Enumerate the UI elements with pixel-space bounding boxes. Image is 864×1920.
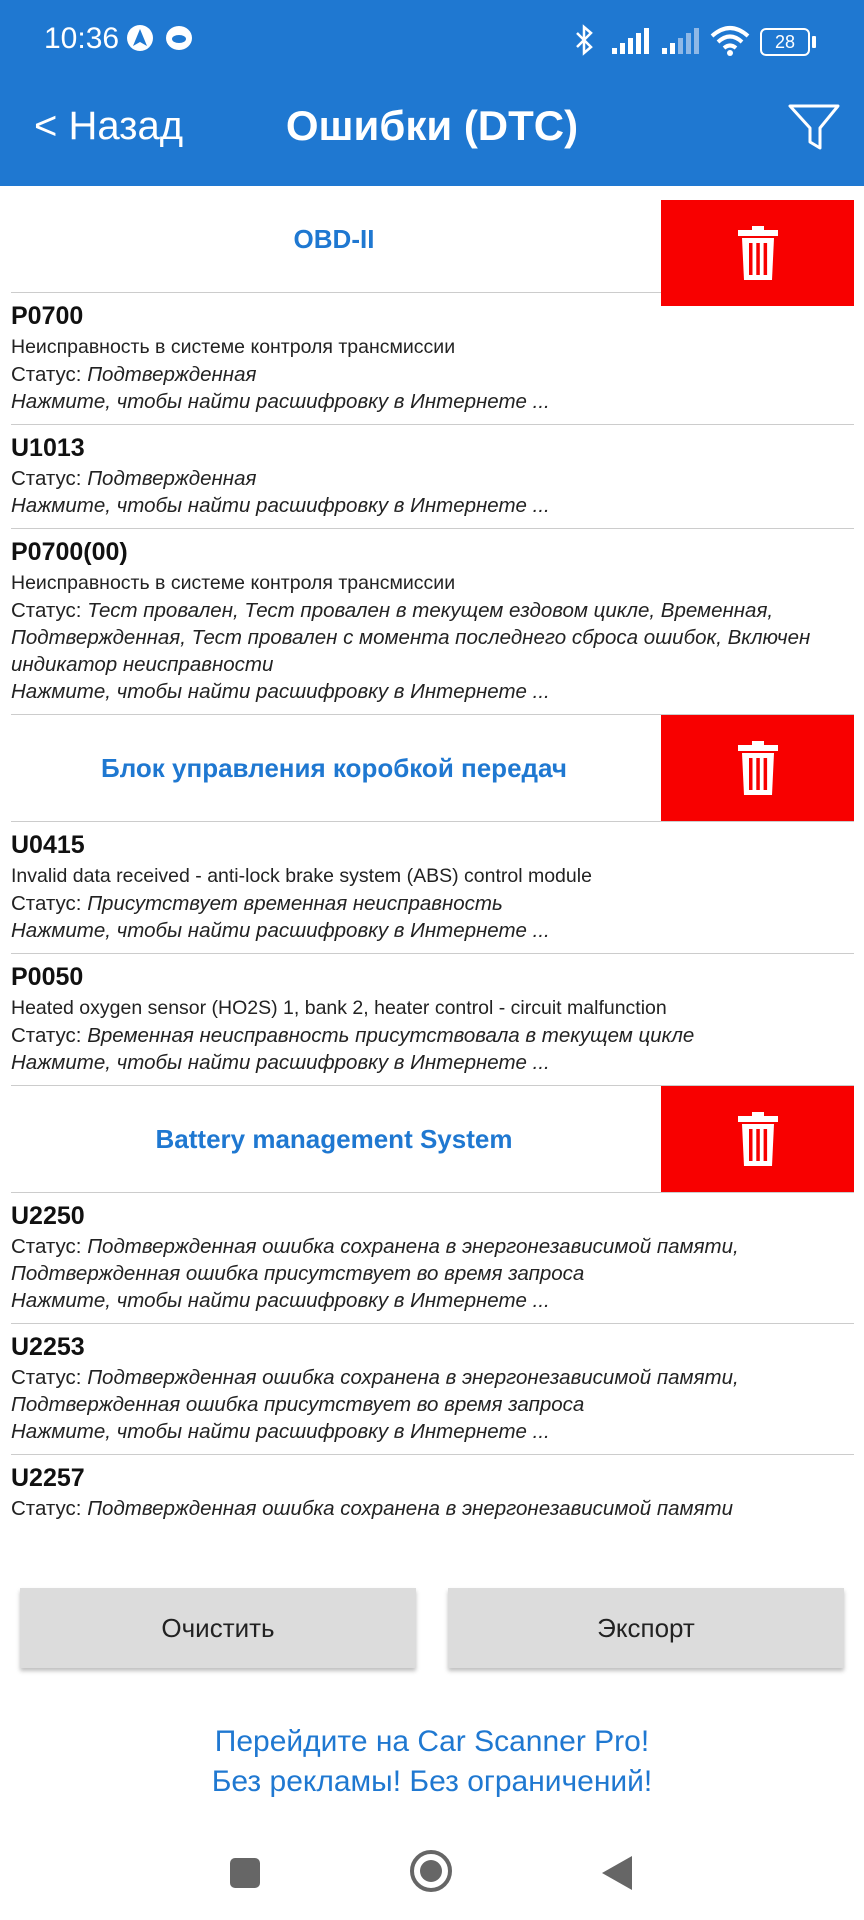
- dtc-entry[interactable]: [11, 1192, 854, 1323]
- status-value: Подтвержденная: [87, 363, 257, 386]
- status-label: Статус:: [11, 467, 82, 490]
- export-button[interactable]: Экспорт: [448, 1588, 844, 1668]
- group-title: OBD-II: [293, 224, 375, 254]
- dtc-status: [11, 597, 854, 678]
- dtc-code: U0415: [11, 831, 85, 859]
- status-value: Подтвержденная ошибка сохранена в энергонезависимой памяти: [87, 1497, 734, 1520]
- filter-icon[interactable]: [784, 96, 844, 156]
- search-online-link[interactable]: Нажмите, чтобы найти расшифровку в Интернете ...: [11, 494, 550, 517]
- dtc-entry[interactable]: [11, 821, 854, 953]
- status-bar: [0, 0, 864, 82]
- search-online-link[interactable]: Нажмите, чтобы найти расшифровку в Интернете ...: [11, 919, 550, 942]
- group-header-obd2: [0, 186, 864, 292]
- page-title: Ошибки (DTC): [285, 102, 579, 149]
- promo-line-2: Без рекламы! Без ограничений!: [211, 1765, 653, 1798]
- battery-tip: [812, 36, 816, 48]
- dtc-code: P0050: [11, 963, 84, 991]
- dtc-description: Неисправность в системе контроля трансмиссии: [11, 572, 456, 594]
- dtc-code: U2250: [11, 1202, 85, 1230]
- dtc-status: [11, 1233, 854, 1287]
- search-online-link[interactable]: Нажмите, чтобы найти расшифровку в Интернете ...: [11, 390, 550, 413]
- status-value: Подтвержденная ошибка сохранена в энергонезависимой памяти, Подтвержденная ошибка присутствует во время запроса: [11, 1235, 739, 1285]
- dtc-description: Heated oxygen sensor (HO2S) 1, bank 2, heater control - circuit malfunction: [11, 997, 667, 1019]
- battery-icon: [760, 28, 810, 56]
- signal-icon: [612, 28, 652, 54]
- app-bar: [0, 82, 864, 186]
- dtc-code: P0700(00): [11, 538, 128, 566]
- status-label: Статус:: [11, 1024, 82, 1047]
- dtc-code: U2253: [11, 1333, 85, 1361]
- trash-icon: [736, 740, 780, 796]
- status-value: Временная неисправность присутствовала в текущем цикле: [87, 1024, 695, 1047]
- status-value: Присутствует временная неисправность: [87, 892, 503, 915]
- status-value: Подтвержденная: [87, 467, 257, 490]
- messenger-app-icon: [164, 24, 194, 52]
- signal-2-icon: [662, 28, 702, 54]
- search-online-link[interactable]: Нажмите, чтобы найти расшифровку в Интернете ...: [11, 1289, 550, 1312]
- dtc-status: [11, 1022, 854, 1049]
- dtc-code: U1013: [11, 434, 85, 462]
- back-nav-icon[interactable]: [600, 1854, 634, 1892]
- battery-level: 28: [774, 32, 796, 52]
- navigation-app-icon: [126, 24, 154, 52]
- group-title: Battery management System: [155, 1124, 513, 1154]
- search-online-link[interactable]: Нажмите, чтобы найти расшифровку в Интернете ...: [11, 1051, 550, 1074]
- delete-group-button[interactable]: [661, 1086, 854, 1192]
- delete-group-button[interactable]: [661, 715, 854, 821]
- dtc-status: [11, 1364, 854, 1418]
- dtc-code: P0700: [11, 302, 84, 330]
- dtc-code: U2257: [11, 1464, 85, 1492]
- dtc-description: Invalid data received - anti-lock brake system (ABS) control module: [11, 865, 592, 887]
- dtc-entry[interactable]: [11, 424, 854, 528]
- dtc-entry[interactable]: [11, 1454, 854, 1530]
- wifi-icon: [710, 24, 750, 56]
- promo-banner[interactable]: [0, 1722, 864, 1802]
- recents-icon[interactable]: [228, 1856, 262, 1890]
- clear-button[interactable]: Очистить: [20, 1588, 416, 1668]
- group-header-battery: [0, 1086, 864, 1192]
- group-header-transmission: [0, 715, 864, 821]
- status-time: 10:36: [44, 22, 120, 55]
- promo-line-1: Перейдите на Car Scanner Pro!: [214, 1725, 650, 1758]
- status-value: Тест провален, Тест провален в текущем ездовом цикле, Временная, Подтвержденная, Тест провален с момента последнего сброса ошибок, Включен индикатор неисправности: [11, 599, 811, 676]
- dtc-entry[interactable]: [11, 1323, 854, 1454]
- system-nav-bar: [0, 1840, 864, 1920]
- dtc-list[interactable]: [0, 186, 864, 1546]
- status-label: Статус:: [11, 599, 82, 622]
- status-value: Подтвержденная ошибка сохранена в энергонезависимой памяти, Подтвержденная ошибка присутствует во время запроса: [11, 1366, 739, 1416]
- status-label: Статус:: [11, 1366, 82, 1389]
- dtc-status: [11, 361, 854, 388]
- trash-icon: [736, 1111, 780, 1167]
- trash-icon: [736, 225, 780, 281]
- dtc-status: [11, 890, 854, 917]
- dtc-entry[interactable]: [11, 528, 854, 714]
- bluetooth-icon: [574, 24, 596, 56]
- status-label: Статус:: [11, 1235, 82, 1258]
- status-label: Статус:: [11, 892, 82, 915]
- back-button[interactable]: < Назад: [34, 104, 184, 148]
- search-online-link[interactable]: Нажмите, чтобы найти расшифровку в Интернете ...: [11, 1420, 550, 1443]
- dtc-status: [11, 465, 854, 492]
- delete-group-button[interactable]: [661, 200, 854, 306]
- home-icon[interactable]: [408, 1848, 454, 1894]
- status-label: Статус:: [11, 1497, 82, 1520]
- group-title: Блок управления коробкой передач: [101, 753, 567, 783]
- dtc-entry[interactable]: [11, 292, 854, 424]
- search-online-link[interactable]: Нажмите, чтобы найти расшифровку в Интернете ...: [11, 680, 550, 703]
- dtc-entry[interactable]: [11, 953, 854, 1085]
- dtc-description: Неисправность в системе контроля трансмиссии: [11, 336, 456, 358]
- dtc-status: [11, 1495, 854, 1522]
- status-label: Статус:: [11, 363, 82, 386]
- action-bar: [0, 1588, 864, 1668]
